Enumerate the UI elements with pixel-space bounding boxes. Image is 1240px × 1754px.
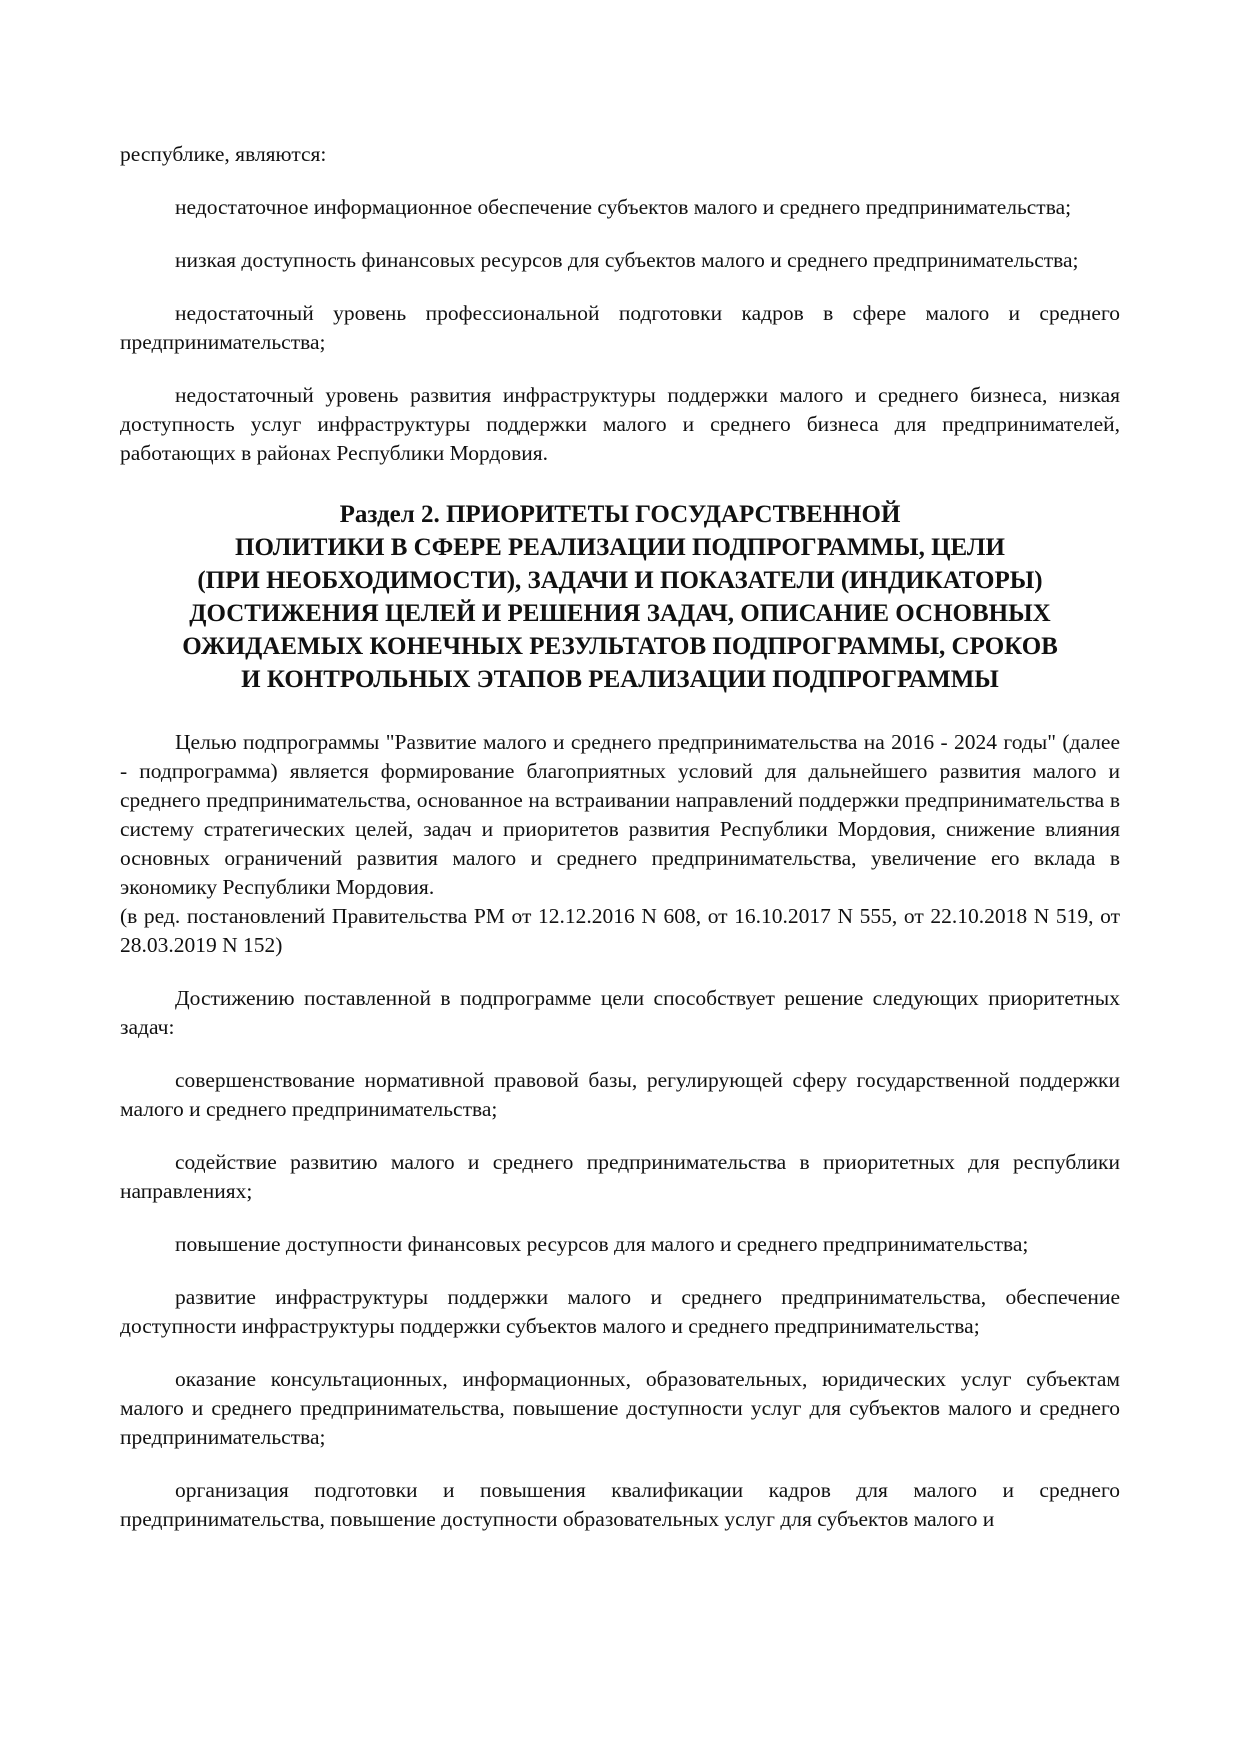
- tasks-intro: Достижению поставленной в подпрограмме цели способствует решение следующих приоритетных задач:: [120, 986, 1120, 1039]
- task-item: совершенствование нормативной правовой базы, регулирующей сферу государственной поддержки малого и среднего предпринимательства;: [120, 1068, 1120, 1121]
- task-item: содействие развитию малого и среднего предпринимательства в приоритетных для республики направлениях;: [120, 1150, 1120, 1203]
- section-heading-line: ПОЛИТИКИ В СФЕРЕ РЕАЛИЗАЦИИ ПОДПРОГРАММЫ, ЦЕЛИ: [235, 534, 1005, 561]
- goal-paragraph: Целью подпрограммы "Развитие малого и среднего предпринимательства на 2016 - 2024 годы" (далее - подпрограмма) является формирование благоприятных условий для дальнейшего развития малого и среднего предпринимательства, основанное на встраивании направлений поддержки предпринимательства в систему стратегических целей, задач и приоритетов развития Республики Мордовия, снижение влияния основных ограничений развития малого и среднего предпринимательства, увеличение его вклада в экономику Республики Мордовия.: [120, 730, 1120, 899]
- section-heading-line: ОЖИДАЕМЫХ КОНЕЧНЫХ РЕЗУЛЬТАТОВ ПОДПРОГРАММЫ, СРОКОВ: [182, 633, 1058, 660]
- amendment-note: (в ред. постановлений Правительства РМ от 12.12.2016 N 608, от 16.10.2017 N 555, от 22.10.2018 N 519, от 28.03.2019 N 152): [120, 904, 1120, 957]
- task-item: организация подготовки и повышения квалификации кадров для малого и среднего предпринимательства, повышение доступности образовательных услуг для субъектов малого и: [120, 1478, 1120, 1531]
- section-heading: [120, 498, 1120, 696]
- task-item: развитие инфраструктуры поддержки малого и среднего предпринимательства, обеспечение доступности инфраструктуры поддержки субъектов малого и среднего предпринимательства;: [120, 1285, 1120, 1338]
- problem-item: низкая доступность финансовых ресурсов для субъектов малого и среднего предпринимательства;: [175, 248, 1079, 272]
- task-item: оказание консультационных, информационных, образовательных, юридических услуг субъектам малого и среднего предпринимательства, повышение доступности услуг для субъектов малого и среднего предпринимательства;: [120, 1367, 1120, 1449]
- section-heading-line: И КОНТРОЛЬНЫХ ЭТАПОВ РЕАЛИЗАЦИИ ПОДПРОГРАММЫ: [241, 666, 999, 693]
- problem-item: недостаточный уровень развития инфраструктуры поддержки малого и среднего бизнеса, низкая доступность услуг инфраструктуры поддержки малого и среднего бизнеса для предпринимателей, работающих в районах Республики Мордовия.: [120, 383, 1120, 465]
- section-heading-line: Раздел 2. ПРИОРИТЕТЫ ГОСУДАРСТВЕННОЙ: [339, 501, 901, 528]
- section-heading-line: (ПРИ НЕОБХОДИМОСТИ), ЗАДАЧИ И ПОКАЗАТЕЛИ (ИНДИКАТОРЫ): [197, 567, 1043, 594]
- document-page: [120, 140, 1120, 1534]
- problem-item: недостаточный уровень профессиональной подготовки кадров в сфере малого и среднего предпринимательства;: [120, 301, 1120, 354]
- problem-item: недостаточное информационное обеспечение субъектов малого и среднего предпринимательства;: [175, 195, 1072, 219]
- task-item: повышение доступности финансовых ресурсов для малого и среднего предпринимательства;: [175, 1232, 1029, 1256]
- section-heading-line: ДОСТИЖЕНИЯ ЦЕЛЕЙ И РЕШЕНИЯ ЗАДАЧ, ОПИСАНИЕ ОСНОВНЫХ: [189, 600, 1051, 627]
- intro-line: республике, являются:: [120, 142, 327, 166]
